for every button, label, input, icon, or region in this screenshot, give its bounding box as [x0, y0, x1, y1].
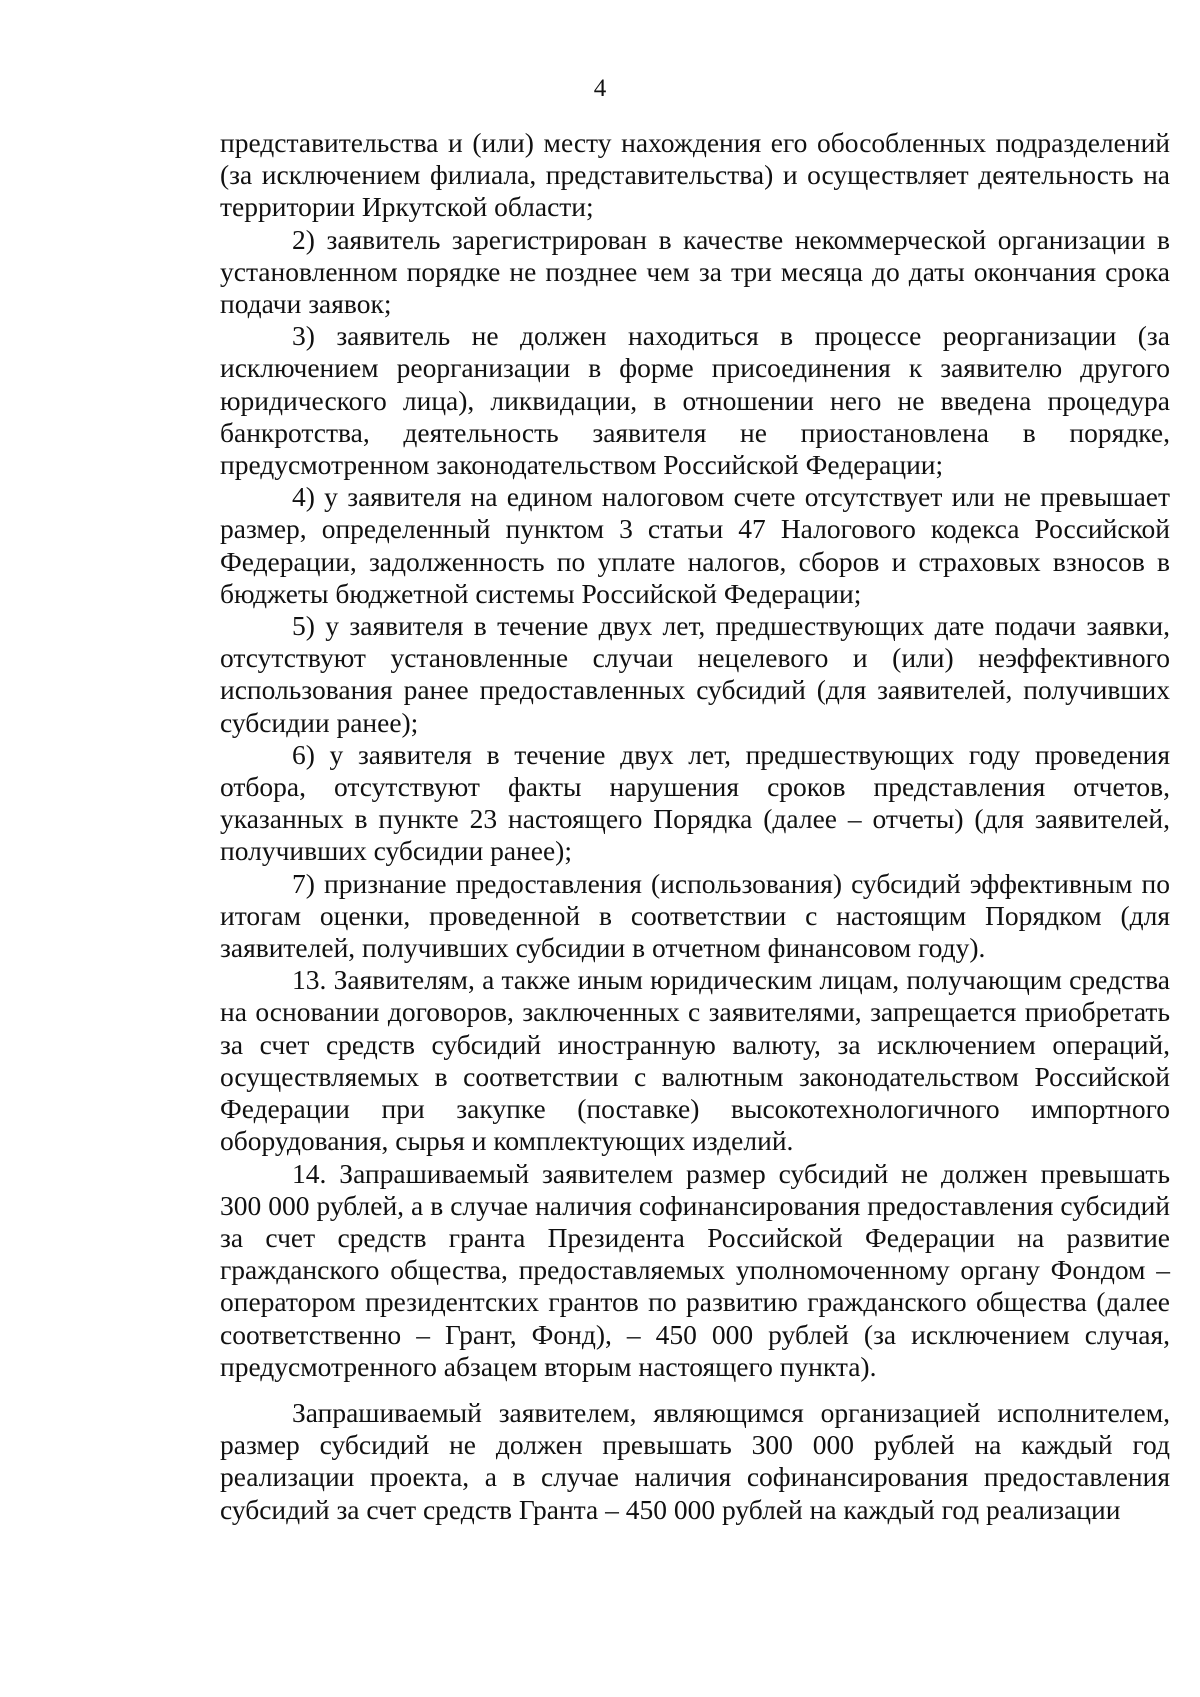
paragraph-item-5: 5) у заявителя в течение двух лет, предшествующих дате подачи заявки, отсутствуют установленные случаи нецелевого и (или) неэффективного использования ранее предоставленных субсидий (для заявителей, получивших субсидии ранее);	[220, 610, 1170, 738]
paragraph-item-6: 6) у заявителя в течение двух лет, предшествующих году проведения отбора, отсутствуют факты нарушения сроков представления отчетов, указанных в пункте 23 настоящего Порядка (далее – отчеты) (для заявителей, получивших субсидии ранее);	[220, 738, 1170, 867]
paragraph-clause-13: 13. Заявителям, а также иным юридическим лицам, получающим средства на основании договоров, заключенных с заявителями, запрещается приобретать за счет средств субсидий иностранную валюту, за исключением операций, осуществляемых в соответствии с валютным законодательством Российской Федерации при закупке (поставке) высокотехнологичного импортного оборудования, сырья и комплектующих изделий.	[220, 964, 1170, 1157]
document-body	[220, 127, 1170, 1526]
paragraph-clause-14-second: Запрашиваемый заявителем, являющимся организацией исполнителем, размер субсидий не должен превышать 300 000 рублей на каждый год реализации проекта, а в случае наличия софинансирования предоставления субсидий за счет средств Гранта – 450 000 рублей на каждый год реализации	[220, 1396, 1170, 1525]
paragraph-continuation: представительства и (или) месту нахождения его обособленных подразделений (за исключением филиала, представительства) и осуществляет деятельность на территории Иркутской области;	[220, 127, 1170, 223]
paragraph-item-4: 4) у заявителя на едином налоговом счете отсутствует или не превышает размер, определенный пунктом 3 статьи 47 Налогового кодекса Российской Федерации, задолженность по уплате налогов, сборов и страховых взносов в бюджеты бюджетной системы Российской Федерации;	[220, 481, 1170, 609]
paragraph-item-2: 2) заявитель зарегистрирован в качестве некоммерческой организации в установленном порядке не позднее чем за три месяца до даты окончания срока подачи заявок;	[220, 223, 1170, 320]
paragraph-item-7: 7) признание предоставления (использования) субсидий эффективным по итогам оценки, проведенной в соответствии с настоящим Порядком (для заявителей, получивших субсидии в отчетном финансовом году).	[220, 867, 1170, 964]
page-number: 4	[593, 75, 607, 102]
paragraph-clause-14: 14. Запрашиваемый заявителем размер субсидий не должен превышать 300 000 рублей, а в случае наличия софинансирования предоставления субсидий за счет средств гранта Президента Российской Федерации на развитие гражданского общества, предоставляемых уполномоченному органу Фондом – оператором президентских грантов по развитию гражданского общества (далее соответственно – Грант, Фонд), – 450 000 рублей (за исключением случая, предусмотренного абзацем вторым настоящего пункта).	[220, 1157, 1170, 1382]
paragraph-item-3: 3) заявитель не должен находиться в процессе реорганизации (за исключением реорганизации в форме присоединения к заявителю другого юридического лица), ликвидации, в отношении него не введена процедура банкротства, деятельность заявителя не приостановлена в порядке, предусмотренном законодательством Российской Федерации;	[220, 320, 1170, 481]
